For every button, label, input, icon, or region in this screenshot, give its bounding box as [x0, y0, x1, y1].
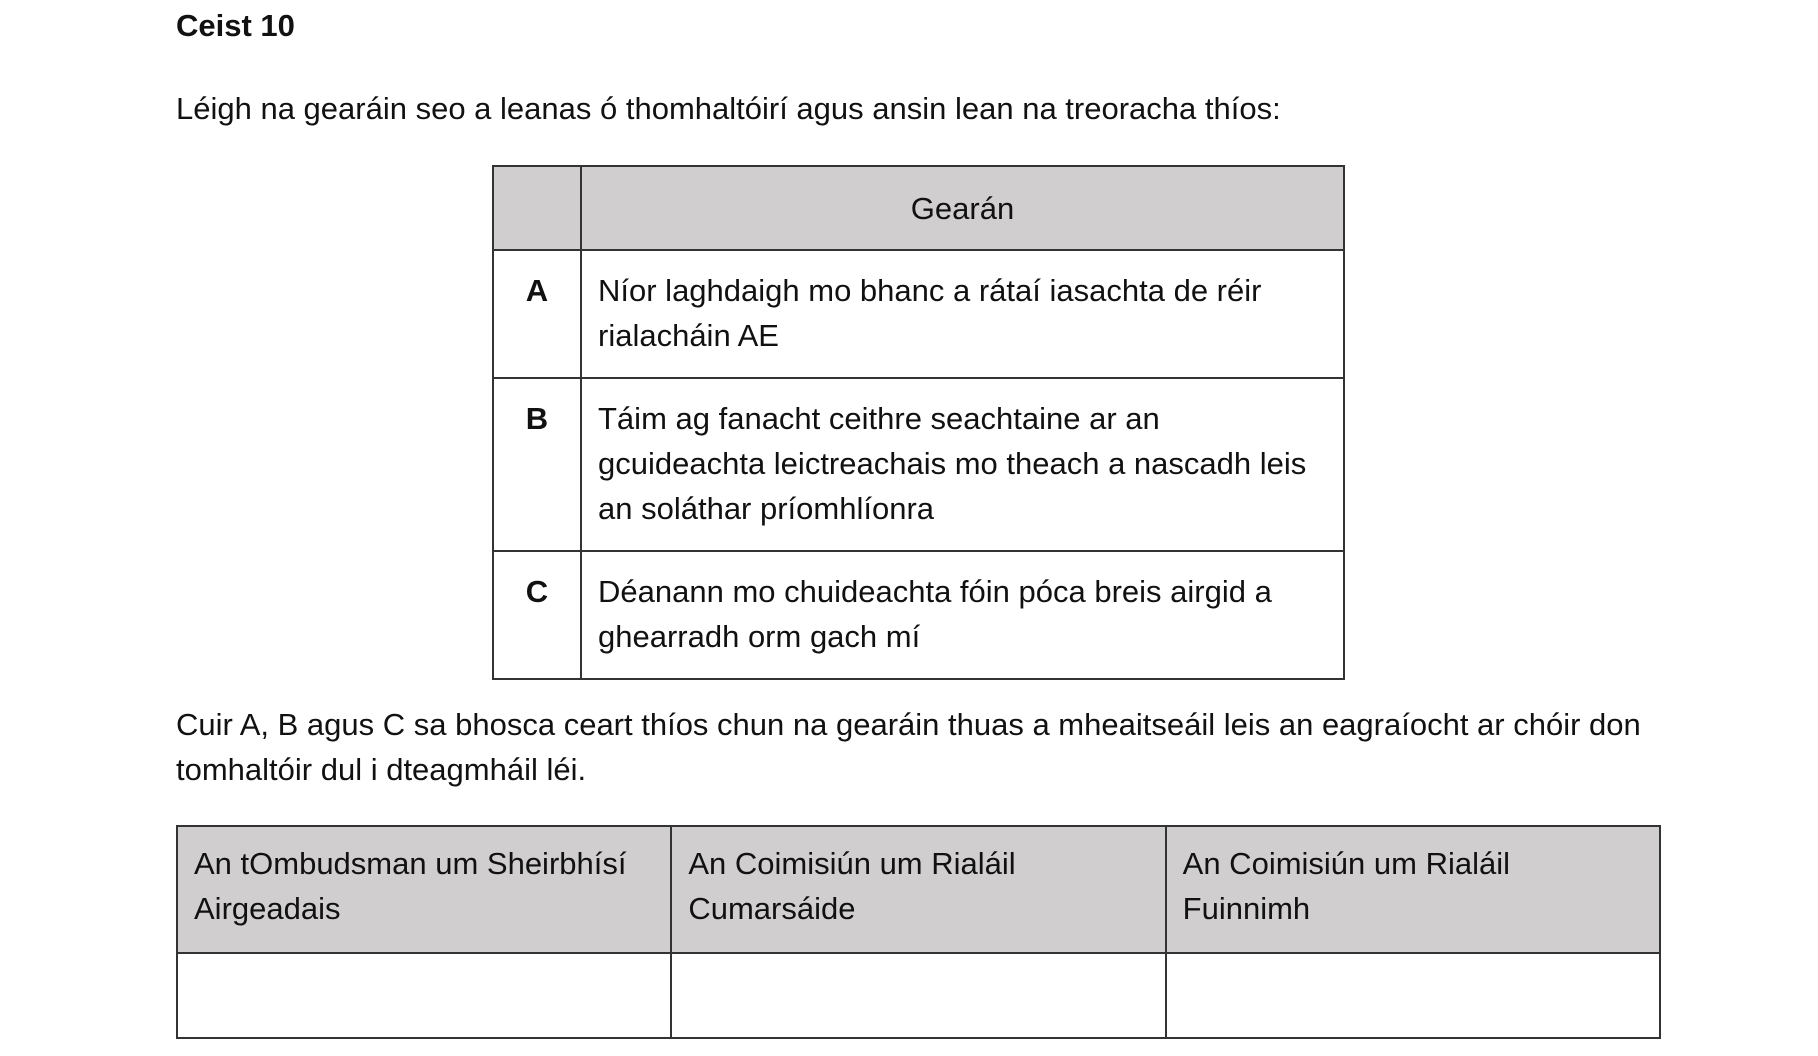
organisations-header-row [177, 826, 1660, 953]
org-energy-regulator: An Coimisiún um Rialáil Fuinnimh [1166, 826, 1660, 953]
complaints-header-row [493, 166, 1344, 250]
complaint-label: C [493, 551, 581, 679]
answer-box-financial[interactable] [177, 953, 671, 1038]
complaint-text: Déanann mo chuideachta fóin póca breis airgid a ghearradh orm gach mí [581, 551, 1344, 679]
instructions-text: Cuir A, B agus C sa bhosca ceart thíos chun na gearáin thuas a mheaitseáil leis an eagraíocht ar chóir don tomhaltóir dul i dteagmháil léi. [176, 707, 1641, 787]
complaints-table [492, 165, 1345, 680]
complaint-text: Níor laghdaigh mo bhanc a rátaí iasachta de réir rialacháin AE [581, 250, 1344, 378]
complaint-text: Táim ag fanacht ceithre seachtaine ar an gcuideachta leictreachais mo theach a nascadh leis an soláthar príomhlíonra [581, 378, 1344, 551]
complaint-row-a [493, 250, 1344, 378]
organisations-table [176, 825, 1661, 1039]
complaint-label: A [493, 250, 581, 378]
answers-row [177, 953, 1660, 1038]
question-heading: Ceist 10 [176, 8, 295, 43]
question-intro: Léigh na gearáin seo a leanas ó thomhaltóirí agus ansin lean na treoracha thíos: [176, 91, 1281, 126]
org-communications-regulator: An Coimisiún um Rialáil Cumarsáide [671, 826, 1165, 953]
answer-box-communications[interactable] [671, 953, 1165, 1038]
answer-box-energy[interactable] [1166, 953, 1660, 1038]
header-label-cell [493, 166, 581, 250]
complaint-row-c [493, 551, 1344, 679]
org-financial-ombudsman: An tOmbudsman um Sheirbhísí Airgeadais [177, 826, 671, 953]
complaint-row-b [493, 378, 1344, 551]
header-title-cell: Gearán [581, 166, 1344, 250]
complaint-label: B [493, 378, 581, 551]
